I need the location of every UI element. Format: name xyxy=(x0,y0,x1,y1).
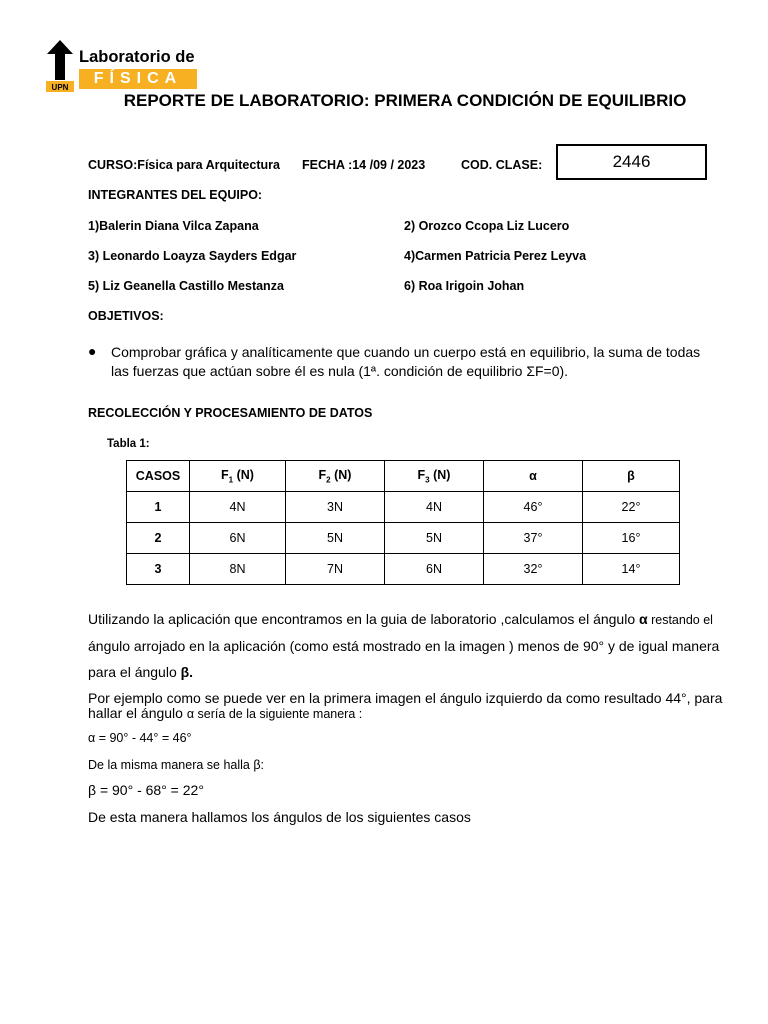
cell-alpha: 46° xyxy=(484,492,583,523)
logo-bar: FÍSICA xyxy=(79,69,197,89)
paragraph-line: para el ángulo β. xyxy=(88,664,194,680)
col-header-f2: $F_2$ (N) xyxy=(286,461,385,492)
cell-beta: 22° xyxy=(583,492,680,523)
paragraph-line: Utilizando la aplicación que encontramos en la guia de laboratorio ,calculamos el ángulo α restando el xyxy=(88,611,713,627)
table-row xyxy=(127,554,680,585)
paragraph-line: ángulo arrojado en la aplicación (como está mostrado en la imagen ) menos de 90° y de igual manera xyxy=(88,638,720,654)
objective-item: Comprobar gráfica y analíticamente que cuando un cuerpo está en equilibrio, la suma de todas las fuerzas que actúan sobre él es nula (1ª. condición de equilibrio ΣF=0). xyxy=(111,344,701,379)
page-title: REPORTE DE LABORATORIO: PRIMERA CONDICIÓN DE EQUILIBRIO xyxy=(123,91,687,110)
cell-f2: 5N xyxy=(286,523,385,554)
team-member: 2) Orozco Ccopa Liz Lucero xyxy=(404,219,570,233)
cell-caso: 3 xyxy=(127,554,190,585)
bullet-icon: ● xyxy=(88,343,97,359)
data-table xyxy=(126,460,680,585)
cell-caso: 2 xyxy=(127,523,190,554)
cell-f2: 7N xyxy=(286,554,385,585)
col-header-casos: CASOS xyxy=(127,461,190,492)
cell-f3: 5N xyxy=(385,523,484,554)
team-heading: INTEGRANTES DEL EQUIPO: xyxy=(88,188,263,202)
class-code-label: COD. CLASE: xyxy=(461,158,543,172)
table-row xyxy=(127,523,680,554)
col-header-alpha: α xyxy=(484,461,583,492)
class-code-box: 2446 xyxy=(556,144,707,180)
course-label: CURSO:Física para Arquitectura xyxy=(88,158,280,172)
cell-alpha: 37° xyxy=(484,523,583,554)
team-member: 4)Carmen Patricia Perez Leyva xyxy=(404,249,587,263)
logo-title: Laboratorio de xyxy=(79,48,195,66)
cell-f2: 3N xyxy=(286,492,385,523)
table-row xyxy=(127,492,680,523)
col-header-beta: β xyxy=(583,461,680,492)
paragraph-line: De la misma manera se halla β: xyxy=(88,758,265,772)
logo xyxy=(46,40,198,92)
cell-alpha: 32° xyxy=(484,554,583,585)
paragraph-line: hallar el ángulo α sería de la siguiente manera : xyxy=(88,705,363,721)
data-heading: RECOLECCIÓN Y PROCESAMIENTO DE DATOS xyxy=(88,406,373,420)
table-header-row xyxy=(127,461,680,492)
team-member: 1)Balerin Diana Vilca Zapana xyxy=(88,219,259,233)
col-header-f3: $F_3$ (N) xyxy=(385,461,484,492)
team-member: 6) Roa Irigoin Johan xyxy=(404,279,525,293)
cell-caso: 1 xyxy=(127,492,190,523)
cell-f1: 8N xyxy=(190,554,286,585)
cell-f1: 4N xyxy=(190,492,286,523)
cell-f1: 6N xyxy=(190,523,286,554)
equation-beta: β = 90° - 68° = 22° xyxy=(88,782,204,798)
date-label: FECHA :14 /09 / 2023 xyxy=(302,158,426,172)
upn-arrow-icon xyxy=(46,40,74,92)
paragraph-line: Por ejemplo como se puede ver en la primera imagen el ángulo izquierdo da como resultado 44°, para xyxy=(88,690,723,706)
cell-f3: 6N xyxy=(385,554,484,585)
paragraph-line: De esta manera hallamos los ángulos de los siguientes casos xyxy=(88,809,471,825)
team-member: 3) Leonardo Loayza Sayders Edgar xyxy=(88,249,297,263)
team-member: 5) Liz Geanella Castillo Mestanza xyxy=(88,279,284,293)
col-header-f1: $F_1$ (N) xyxy=(190,461,286,492)
logo-small-text: UPN xyxy=(51,83,69,92)
cell-beta: 16° xyxy=(583,523,680,554)
cell-beta: 14° xyxy=(583,554,680,585)
cell-f3: 4N xyxy=(385,492,484,523)
equation-alpha: α = 90° - 44° = 46° xyxy=(88,731,192,745)
table-label: Tabla 1: xyxy=(107,438,150,450)
objectives-heading: OBJETIVOS: xyxy=(88,309,164,323)
